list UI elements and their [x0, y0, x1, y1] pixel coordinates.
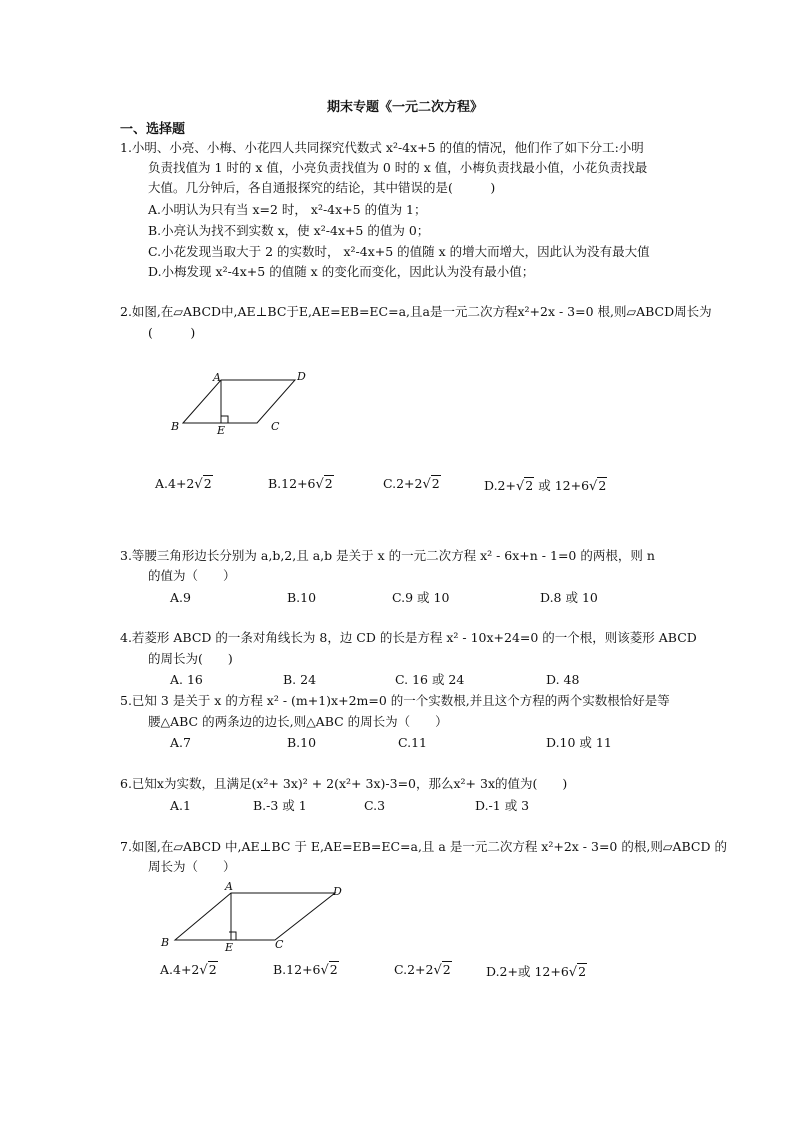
- q2-parallelogram-figure: [165, 368, 315, 440]
- q3-line2: 的值为（ ）: [148, 568, 236, 583]
- q6-option-d: D.-1 或 3: [475, 798, 530, 813]
- q4-option-c: C. 16 或 24: [395, 672, 465, 687]
- q3-option-a: A.9: [170, 590, 191, 605]
- q3-option-c: C.9 或 10: [392, 590, 450, 605]
- q5-line2: 腰△ABC 的两条边的边长,则△ABC 的周长为（ ）: [148, 714, 448, 729]
- q2-label-e: E: [217, 424, 226, 437]
- q1-option-c: C.小花发现当取大于 2 的实数时， x²-4x+5 的值随 x 的增大而增大，因此认为没有最大值: [148, 244, 650, 259]
- q6-line1: 6.已知x为实数，且满足(x²+ 3x)² + 2(x²+ 3x)-3=0，那么x²+ 3x的值为( ): [120, 776, 568, 791]
- q7-option-d: D.2+或 12+6√2: [486, 964, 587, 980]
- q7-option-b: B.12+6√2: [273, 962, 338, 978]
- q6-option-b: B.-3 或 1: [253, 798, 307, 813]
- q4-line1: 4.若菱形 ABCD 的一条对角线长为 8，边 CD 的长是方程 x² - 10x+24=0 的一个根，则该菱形 ABCD: [120, 630, 697, 645]
- q2-label-d: D: [297, 370, 306, 383]
- q4-option-a: A. 16: [170, 672, 203, 687]
- q1-option-d: D.小梅发现 x²-4x+5 的值随 x 的变化而变化，因此认为没有最小值；: [148, 264, 535, 279]
- q1-option-b: B.小亮认为找不到实数 x，使 x²-4x+5 的值为 0；: [148, 223, 430, 238]
- q2-option-a: A.4+2√2: [155, 476, 212, 492]
- q6-option-a: A.1: [170, 798, 191, 813]
- q4-option-b: B. 24: [283, 672, 317, 687]
- q2-line1: 2.如图,在▱ABCD中,AE⊥BC于E,AE=EB=EC=a,且a是一元二次方程x²+2x - 3=0 根,则▱ABCD周长为: [120, 304, 712, 319]
- q2-label-c: C: [271, 420, 280, 433]
- q1-line3: 大值。几分钟后，各自通报探究的结论，其中错误的是( ): [148, 180, 496, 195]
- page-title: 期末专题《一元二次方程》: [327, 100, 484, 115]
- q3-option-b: B.10: [287, 590, 317, 605]
- q3-line1: 3.等腰三角形边长分别为 a,b,2,且 a,b 是关于 x 的一元二次方程 x² - 6x+n - 1=0 的两根，则 n: [120, 548, 655, 563]
- q7-label-e: E: [225, 941, 234, 954]
- q1-line1: 1.小明、小亮、小梅、小花四人共同探究代数式 x²-4x+5 的值的情况，他们作了如下分工:小明: [120, 140, 644, 155]
- q1-option-a: A.小明认为只有当 x=2 时， x²-4x+5 的值为 1；: [148, 202, 427, 217]
- q4-line2: 的周长为( ): [148, 651, 233, 666]
- q2-line2: ( ): [148, 325, 196, 340]
- q5-option-b: B.10: [287, 735, 317, 750]
- q2-option-c: C.2+2√2: [383, 476, 440, 492]
- q7-parallelogram-figure: [155, 880, 345, 956]
- q5-option-c: C.11: [398, 735, 427, 750]
- q7-option-c: C.2+2√2: [394, 962, 451, 978]
- q1-line2: 负责找值为 1 时的 x 值，小亮负责找值为 0 时的 x 值，小梅负责找最小值，小花负责找最: [148, 160, 648, 175]
- section-heading: 一、选择题: [120, 122, 186, 137]
- q2-option-d: D.2+√2 或 12+6√2: [484, 478, 607, 494]
- q2-option-b: B.12+6√2: [268, 476, 333, 492]
- q7-option-a: A.4+2√2: [160, 962, 217, 978]
- q2-label-a: A: [213, 371, 221, 384]
- q7-line1: 7.如图,在▱ABCD 中,AE⊥BC 于 E,AE=EB=EC=a,且 a 是一元二次方程 x²+2x - 3=0 的根,则▱ABCD 的: [120, 839, 727, 854]
- q7-label-b: B: [161, 936, 170, 949]
- q3-option-d: D.8 或 10: [540, 590, 598, 605]
- q2-label-b: B: [171, 420, 180, 433]
- q5-line1: 5.已知 3 是关于 x 的方程 x² - (m+1)x+2m=0 的一个实数根,并且这个方程的两个实数根恰好是等: [120, 693, 670, 708]
- q6-option-c: C.3: [364, 798, 386, 813]
- q7-line2: 周长为（ ）: [148, 859, 236, 874]
- q5-option-a: A.7: [170, 735, 191, 750]
- q4-option-d: D. 48: [546, 672, 580, 687]
- q7-label-a: A: [225, 880, 233, 893]
- q7-label-c: C: [275, 938, 284, 951]
- q5-option-d: D.10 或 11: [546, 735, 612, 750]
- q7-label-d: D: [333, 885, 342, 898]
